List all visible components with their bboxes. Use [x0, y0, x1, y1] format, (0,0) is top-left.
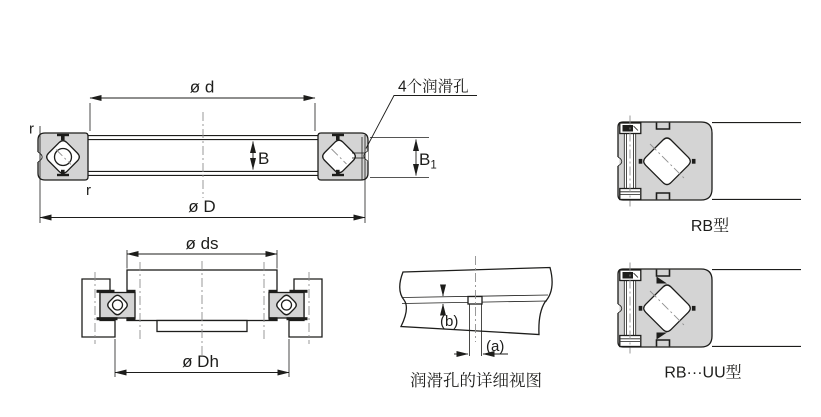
rb-uu-type-label: RB···UU型	[664, 364, 742, 382]
dim-b-label: (b)	[440, 313, 459, 330]
r-label-bottom: r	[86, 182, 91, 199]
rb-uu-type-view	[617, 263, 801, 382]
mounting-view	[82, 234, 322, 377]
phi-dh-label: ø Dh	[182, 352, 219, 371]
lube-holes-callout-label: 4个润滑孔	[398, 78, 469, 96]
phi-ds-label: ø ds	[185, 234, 219, 253]
dim-a-label: (a)	[486, 338, 505, 355]
rb-type-label: RB型	[690, 218, 730, 235]
lube-detail-caption: 润滑孔的详细视图	[410, 372, 542, 390]
mounted-bearing-right	[269, 290, 308, 320]
phi-d-dimension	[90, 78, 315, 132]
phi-D-label: ø D	[188, 197, 216, 216]
mounted-bearing-left	[97, 290, 136, 320]
dim-a	[454, 338, 508, 355]
lube-hole-detail-view	[400, 256, 552, 390]
rb-type-view	[617, 116, 801, 236]
b1-dimension	[370, 138, 437, 178]
b1-dimension-label: $B_1$	[419, 150, 437, 172]
main-cross-section-view	[29, 78, 477, 224]
lube-hole-section	[468, 297, 482, 305]
b-dimension-label: B	[258, 149, 270, 168]
phi-dh-dimension	[115, 339, 289, 377]
r-label-top: r	[29, 120, 34, 138]
phi-d-label: ø d	[189, 77, 215, 97]
